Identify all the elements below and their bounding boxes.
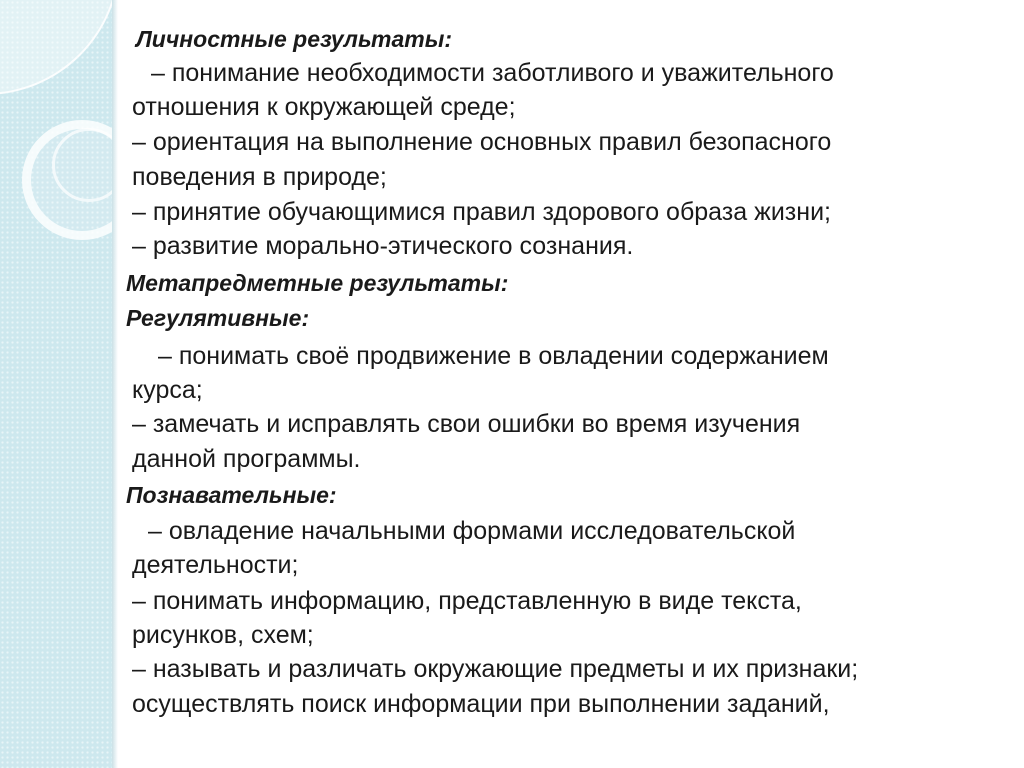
list-item: – замечать и исправлять свои ошибки во время изучения xyxy=(132,410,801,438)
heading-personal-results: Личностные результаты: xyxy=(136,26,453,52)
list-item: осуществлять поиск информации при выполнении заданий, xyxy=(132,690,830,718)
list-item: – развитие морально-этического сознания. xyxy=(132,232,634,260)
list-item: – понимание необходимости заботливого и уважительного xyxy=(151,59,834,87)
list-item: отношения к окружающей среде; xyxy=(132,93,516,121)
list-item: – овладение начальными формами исследовательской xyxy=(148,517,796,545)
heading-cognitive: Познавательные: xyxy=(126,482,337,508)
heading-metasubject-results: Метапредметные результаты: xyxy=(126,270,509,296)
list-item: данной программы. xyxy=(132,445,361,473)
list-item: – принятие обучающимися правил здорового образа жизни; xyxy=(132,198,831,226)
list-item: деятельности; xyxy=(132,551,299,579)
list-item: – понимать своё продвижение в овладении содержанием xyxy=(158,342,829,370)
list-item: – понимать информацию, представленную в виде текста, xyxy=(132,587,802,615)
list-item: поведения в природе; xyxy=(132,163,387,191)
heading-regulatory: Регулятивные: xyxy=(126,305,310,331)
list-item: курса; xyxy=(132,376,203,404)
list-item: – ориентация на выполнение основных правил безопасного xyxy=(132,128,832,156)
list-item: рисунков, схем; xyxy=(132,621,314,649)
list-item: – называть и различать окружающие предметы и их признаки; xyxy=(132,655,859,683)
